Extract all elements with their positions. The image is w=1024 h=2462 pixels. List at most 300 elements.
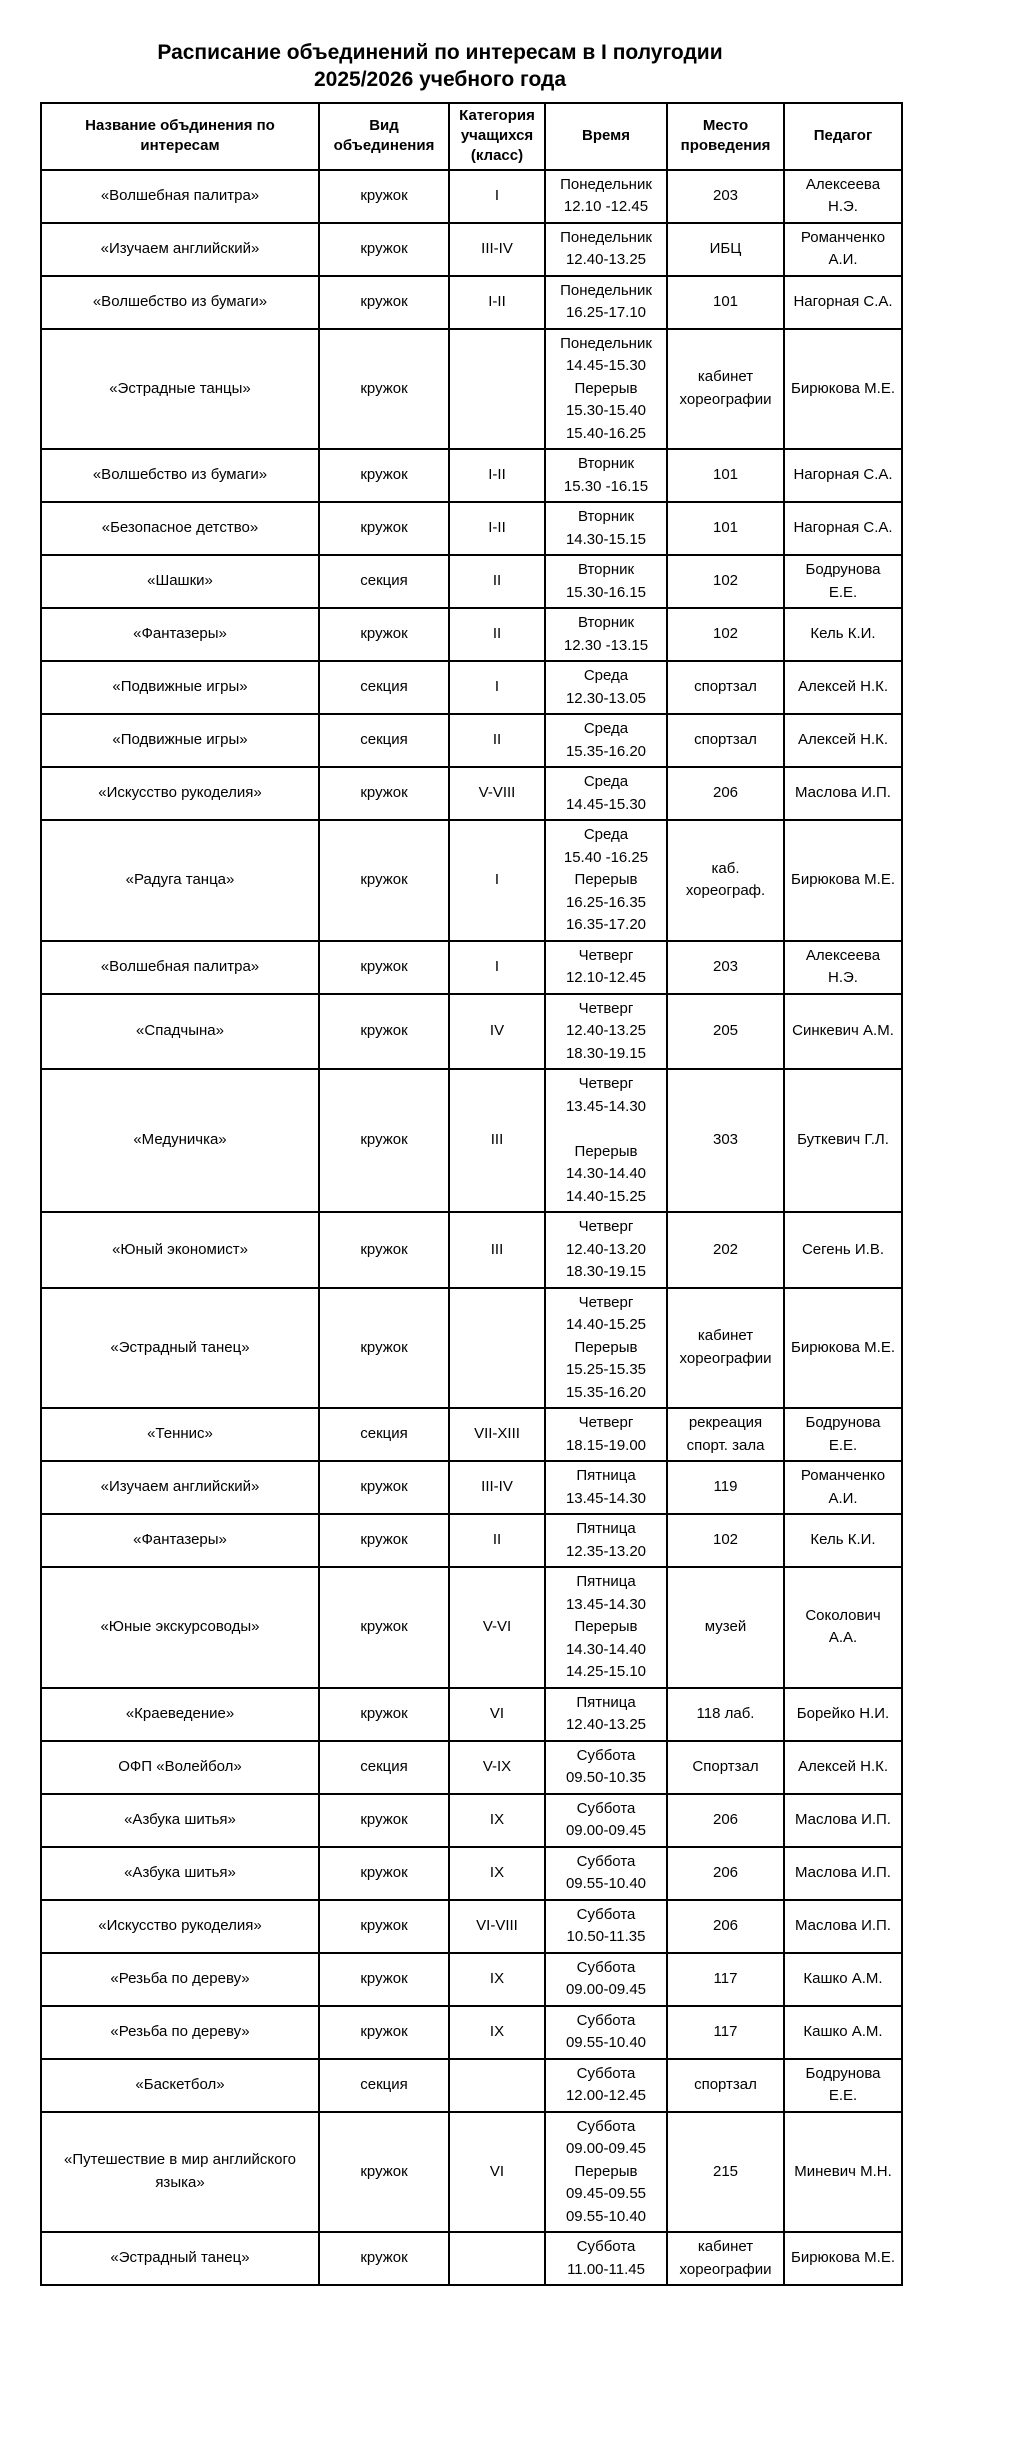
cell-teacher: Алексей Н.К. (784, 1741, 902, 1794)
time-line: 14.40-15.25 (565, 1316, 647, 1333)
time-line: Суббота (576, 1746, 636, 1764)
cell-category: I-II (449, 502, 545, 555)
time-line: 09.00-09.45 (565, 1981, 647, 1998)
cell-time (545, 767, 667, 820)
time-line: 12.10-12.45 (565, 969, 647, 986)
table-row (41, 1794, 902, 1847)
table-row (41, 994, 902, 1070)
cell-place: 102 (667, 1514, 784, 1567)
cell-club-name: «Юные экскурсоводы» (41, 1567, 319, 1688)
cell-time (545, 2059, 667, 2112)
cell-teacher: Алексеева Н.Э. (784, 170, 902, 223)
cell-time (545, 608, 667, 661)
cell-club-type: кружок (319, 1212, 449, 1288)
cell-place: 101 (667, 449, 784, 502)
time-line: Пятница (576, 1520, 636, 1537)
cell-place: 206 (667, 1847, 784, 1900)
cell-category: IX (449, 1953, 545, 2006)
table-row (41, 1900, 902, 1953)
col-header-time: Время (545, 103, 667, 170)
time-line: 16.25-16.35 (565, 893, 647, 911)
time-line: 13.45-14.30 (565, 1097, 647, 1115)
cell-club-name: «Краеведение» (41, 1688, 319, 1741)
cell-club-name: «Волшебство из бумаги» (41, 449, 319, 502)
time-line: Перерыв (574, 1338, 638, 1356)
cell-category: V-VI (449, 1567, 545, 1688)
time-line: Пятница (576, 1467, 636, 1484)
time-line: 14.40-15.25 (565, 1187, 647, 1205)
cell-time (545, 1794, 667, 1847)
cell-teacher: Нагорная С.А. (784, 449, 902, 502)
cell-club-type: кружок (319, 1567, 449, 1688)
time-line: 12.10 -12.45 (563, 198, 649, 215)
time-line: Среда (583, 720, 629, 737)
table-row (41, 767, 902, 820)
cell-club-name: «Медуничка» (41, 1069, 319, 1212)
cell-category: VII-XIII (449, 1408, 545, 1461)
cell-teacher: Алексей Н.К. (784, 661, 902, 714)
table-row (41, 1461, 902, 1514)
time-line: Суббота (576, 1799, 636, 1817)
time-line: 15.30-15.40 (565, 402, 647, 419)
cell-club-name: «Путешествие в мир английского языка» (41, 2112, 319, 2233)
cell-category: III (449, 1212, 545, 1288)
cell-place: ИБЦ (667, 223, 784, 276)
cell-club-name: «Эстрадный танец» (41, 2232, 319, 2285)
cell-club-type: кружок (319, 1794, 449, 1847)
table-row (41, 2006, 902, 2059)
time-line: 14.30-14.40 (565, 1640, 647, 1658)
cell-club-name: «Искусство рукоделия» (41, 767, 319, 820)
time-line: 09.00-09.45 (565, 1822, 647, 1839)
cell-teacher: Бирюкова М.Е. (784, 1288, 902, 1409)
cell-place: 101 (667, 502, 784, 555)
time-line: 15.35-16.20 (565, 742, 647, 760)
cell-club-type: кружок (319, 170, 449, 223)
cell-time (545, 276, 667, 329)
cell-club-name: «Радуга танца» (41, 820, 319, 941)
cell-club-name: «Эстрадный танец» (41, 1288, 319, 1409)
cell-teacher: Бодрунова Е.Е. (784, 2059, 902, 2112)
cell-time (545, 1688, 667, 1741)
cell-teacher: Кель К.И. (784, 1514, 902, 1567)
time-line: Вторник (577, 561, 635, 578)
time-line: 15.25-15.35 (565, 1361, 647, 1378)
cell-club-type: кружок (319, 767, 449, 820)
cell-category: III-IV (449, 1461, 545, 1514)
cell-category: V-VIII (449, 767, 545, 820)
cell-time (545, 714, 667, 767)
cell-place: 206 (667, 1794, 784, 1847)
time-line: Суббота (576, 1852, 636, 1870)
page-title-line1: Расписание объединений по интересам в I полугодии (157, 41, 723, 64)
time-line: Перерыв (574, 1618, 638, 1635)
cell-place: 117 (667, 2006, 784, 2059)
cell-club-name: «Волшебная палитра» (41, 941, 319, 994)
cell-place: спортзал (667, 714, 784, 767)
time-line: Среда (583, 826, 629, 843)
cell-club-type: кружок (319, 2006, 449, 2059)
time-line: 12.35-13.20 (565, 1542, 647, 1560)
cell-place: 206 (667, 1900, 784, 1953)
time-line: Суббота (576, 2117, 636, 2135)
cell-club-name: «Азбука шитья» (41, 1794, 319, 1847)
cell-teacher: Романченко А.И. (784, 223, 902, 276)
cell-time (545, 941, 667, 994)
cell-club-type: кружок (319, 608, 449, 661)
cell-time (545, 1741, 667, 1794)
cell-club-name: «Резьба по дереву» (41, 2006, 319, 2059)
table-row (41, 2059, 902, 2112)
time-line: Понедельник (560, 334, 652, 352)
cell-place: спортзал (667, 661, 784, 714)
cell-club-name: «Искусство рукоделия» (41, 1900, 319, 1953)
cell-place: кабинет хореографии (667, 329, 784, 450)
cell-category (449, 1288, 545, 1409)
col-header-category: Категория учащихся (класс) (449, 103, 545, 170)
cell-teacher: Маслова И.П. (784, 1794, 902, 1847)
time-line (551, 1118, 661, 1141)
time-line: 12.40-13.25 (565, 1716, 647, 1733)
page-title (40, 0, 840, 94)
time-line: 18.30-19.15 (565, 1263, 647, 1280)
cell-category: I-II (449, 449, 545, 502)
cell-time (545, 994, 667, 1070)
time-line: 15.40 -16.25 (563, 848, 649, 866)
time-line: Перерыв (574, 1142, 638, 1160)
time-line: Суббота (576, 1958, 636, 1976)
cell-club-name: ОФП «Волейбол» (41, 1741, 319, 1794)
cell-category: I (449, 941, 545, 994)
cell-teacher: Нагорная С.А. (784, 502, 902, 555)
cell-place: 118 лаб. (667, 1688, 784, 1741)
time-line: 12.40-13.20 (565, 1240, 647, 1258)
time-line: Вторник (577, 614, 635, 631)
cell-category: I (449, 661, 545, 714)
cell-place: кабинет хореографии (667, 2232, 784, 2285)
cell-teacher: Маслова И.П. (784, 1900, 902, 1953)
col-header-name: Название объдинения по интересам (41, 103, 319, 170)
table-row (41, 1567, 902, 1688)
cell-teacher: Борейко Н.И. (784, 1688, 902, 1741)
cell-category: I (449, 170, 545, 223)
cell-category: VI-VIII (449, 1900, 545, 1953)
time-line: Четверг (578, 1218, 634, 1235)
cell-time (545, 555, 667, 608)
cell-club-type: кружок (319, 994, 449, 1070)
cell-club-type: кружок (319, 449, 449, 502)
time-line: 09.00-09.45 (565, 2140, 647, 2157)
cell-place: кабинет хореографии (667, 1288, 784, 1409)
cell-club-name: «Фантазеры» (41, 1514, 319, 1567)
table-row (41, 449, 902, 502)
cell-club-type: секция (319, 555, 449, 608)
cell-club-type: кружок (319, 223, 449, 276)
time-line: 09.55-10.40 (565, 2034, 647, 2051)
time-line: 14.45-15.30 (565, 795, 647, 813)
cell-place: 102 (667, 608, 784, 661)
cell-time (545, 2112, 667, 2233)
time-line: Понедельник (560, 175, 652, 193)
cell-club-type: кружок (319, 2232, 449, 2285)
cell-teacher: Алексей Н.К. (784, 714, 902, 767)
cell-time (545, 1212, 667, 1288)
cell-time (545, 329, 667, 450)
cell-time (545, 1953, 667, 2006)
cell-time (545, 1514, 667, 1567)
cell-club-name: «Шашки» (41, 555, 319, 608)
time-line: Перерыв (574, 2162, 638, 2180)
cell-category (449, 2232, 545, 2285)
time-line: 14.45-15.30 (565, 357, 647, 374)
cell-category: IX (449, 1794, 545, 1847)
cell-time (545, 2232, 667, 2285)
cell-category: IX (449, 1847, 545, 1900)
cell-place: 215 (667, 2112, 784, 2233)
cell-time (545, 449, 667, 502)
table-row (41, 1847, 902, 1900)
time-line: Суббота (576, 2064, 636, 2082)
time-line: Четверг (578, 1075, 634, 1092)
cell-category: V-IX (449, 1741, 545, 1794)
table-row (41, 941, 902, 994)
table-row (41, 276, 902, 329)
time-line: 09.45-09.55 (565, 2185, 647, 2202)
time-line: 15.40-16.25 (565, 424, 647, 442)
time-line: Понедельник (560, 228, 652, 246)
table-row (41, 1212, 902, 1288)
cell-place: 102 (667, 555, 784, 608)
cell-club-name: «Волшебство из бумаги» (41, 276, 319, 329)
cell-category (449, 2059, 545, 2112)
table-row (41, 1288, 902, 1409)
cell-club-name: «Спадчына» (41, 994, 319, 1070)
time-line: Вторник (577, 508, 635, 525)
header-row (41, 103, 902, 170)
time-line: 13.45-14.30 (565, 1489, 647, 1507)
time-line: Четверг (578, 999, 634, 1017)
schedule-table (40, 102, 903, 2286)
time-line: 15.30 -16.15 (563, 477, 649, 495)
time-line: 15.30-16.15 (565, 583, 647, 601)
cell-place: 119 (667, 1461, 784, 1514)
cell-time (545, 170, 667, 223)
time-line: Среда (583, 667, 629, 684)
cell-place: каб. хореограф. (667, 820, 784, 941)
time-line: 09.50-10.35 (565, 1769, 647, 1786)
cell-club-type: кружок (319, 2112, 449, 2233)
cell-category: II (449, 714, 545, 767)
cell-club-type: кружок (319, 329, 449, 450)
cell-club-name: «Подвижные игры» (41, 714, 319, 767)
cell-teacher: Кашко А.М. (784, 2006, 902, 2059)
cell-club-type: кружок (319, 1847, 449, 1900)
col-header-teacher: Педагог (784, 103, 902, 170)
cell-club-type: кружок (319, 941, 449, 994)
cell-place: 206 (667, 767, 784, 820)
cell-category: II (449, 555, 545, 608)
cell-club-type: кружок (319, 1461, 449, 1514)
col-header-place: Место проведения (667, 103, 784, 170)
cell-club-name: «Подвижные игры» (41, 661, 319, 714)
page-title-line2: 2025/2026 учебного года (313, 67, 567, 91)
cell-club-name: «Фантазеры» (41, 608, 319, 661)
cell-teacher: Кель К.И. (784, 608, 902, 661)
cell-time (545, 661, 667, 714)
cell-teacher: Соколович А.А. (784, 1567, 902, 1688)
time-line: Суббота (576, 2238, 636, 2255)
time-line: 14.25-15.10 (565, 1663, 647, 1680)
table-row (41, 223, 902, 276)
cell-time (545, 1069, 667, 1212)
col-header-type: Вид объединения (319, 103, 449, 170)
time-line: 09.55-10.40 (565, 1875, 647, 1892)
cell-time (545, 1288, 667, 1409)
cell-teacher: Алексеева Н.Э. (784, 941, 902, 994)
time-line: Четверг (578, 1414, 634, 1431)
time-line: Вторник (577, 455, 635, 472)
table-row (41, 502, 902, 555)
table-row (41, 661, 902, 714)
cell-category: VI (449, 2112, 545, 2233)
cell-teacher: Маслова И.П. (784, 767, 902, 820)
time-line: Четверг (578, 946, 634, 964)
table-row (41, 1953, 902, 2006)
cell-club-name: «Эстрадные танцы» (41, 329, 319, 450)
cell-category (449, 329, 545, 450)
table-row (41, 1514, 902, 1567)
cell-teacher: Кашко А.М. (784, 1953, 902, 2006)
cell-time (545, 502, 667, 555)
time-line: Перерыв (574, 871, 638, 888)
cell-place: Спортзал (667, 1741, 784, 1794)
cell-place: 205 (667, 994, 784, 1070)
cell-teacher: Буткевич Г.Л. (784, 1069, 902, 1212)
cell-club-name: «Безопасное детство» (41, 502, 319, 555)
time-line: 12.40-13.25 (565, 251, 647, 268)
time-line: 12.40-13.25 (565, 1022, 647, 1039)
cell-club-name: «Резьба по дереву» (41, 1953, 319, 2006)
time-line: 14.30-15.15 (565, 530, 647, 548)
table-row (41, 2232, 902, 2285)
table-row (41, 329, 902, 450)
cell-time (545, 2006, 667, 2059)
time-line: Суббота (576, 1905, 636, 1923)
cell-club-name: «Азбука шитья» (41, 1847, 319, 1900)
cell-teacher: Миневич М.Н. (784, 2112, 902, 2233)
cell-teacher: Маслова И.П. (784, 1847, 902, 1900)
time-line: 12.30 -13.15 (563, 636, 649, 654)
cell-time (545, 1461, 667, 1514)
cell-teacher: Романченко А.И. (784, 1461, 902, 1514)
cell-club-type: кружок (319, 1514, 449, 1567)
table-row (41, 2112, 902, 2233)
cell-place: 203 (667, 170, 784, 223)
cell-category: II (449, 1514, 545, 1567)
cell-category: I (449, 820, 545, 941)
cell-club-type: кружок (319, 1688, 449, 1741)
time-line: 12.00-12.45 (565, 2087, 647, 2104)
cell-club-name: «Баскетбол» (41, 2059, 319, 2112)
cell-club-type: секция (319, 661, 449, 714)
cell-place: 101 (667, 276, 784, 329)
cell-teacher: Синкевич А.М. (784, 994, 902, 1070)
cell-teacher: Сегень И.В. (784, 1212, 902, 1288)
cell-club-type: кружок (319, 1069, 449, 1212)
cell-time (545, 1847, 667, 1900)
time-line: 15.35-16.20 (565, 1383, 647, 1401)
cell-club-type: кружок (319, 502, 449, 555)
cell-category: VI (449, 1688, 545, 1741)
cell-place: спортзал (667, 2059, 784, 2112)
table-row (41, 714, 902, 767)
cell-place: 202 (667, 1212, 784, 1288)
cell-place: 303 (667, 1069, 784, 1212)
cell-category: III (449, 1069, 545, 1212)
cell-club-type: кружок (319, 1953, 449, 2006)
cell-club-type: кружок (319, 1288, 449, 1409)
time-line: 18.30-19.15 (565, 1044, 647, 1062)
cell-time (545, 1408, 667, 1461)
cell-club-name: «Теннис» (41, 1408, 319, 1461)
table-row (41, 170, 902, 223)
cell-place: рекреация спорт. зала (667, 1408, 784, 1461)
table-row (41, 608, 902, 661)
cell-club-name: «Юный экономист» (41, 1212, 319, 1288)
cell-time (545, 223, 667, 276)
cell-club-type: секция (319, 714, 449, 767)
cell-club-type: секция (319, 1408, 449, 1461)
cell-teacher: Бодрунова Е.Е. (784, 555, 902, 608)
cell-club-type: кружок (319, 820, 449, 941)
cell-teacher: Бирюкова М.Е. (784, 820, 902, 941)
cell-place: музей (667, 1567, 784, 1688)
table-row (41, 1408, 902, 1461)
time-line: Пятница (576, 1573, 636, 1590)
table-row (41, 820, 902, 941)
time-line: 09.55-10.40 (565, 2207, 647, 2225)
time-line: Понедельник (560, 281, 652, 299)
cell-club-type: кружок (319, 276, 449, 329)
table-row (41, 555, 902, 608)
time-line: 18.15-19.00 (565, 1436, 647, 1454)
cell-club-type: секция (319, 1741, 449, 1794)
cell-club-type: секция (319, 2059, 449, 2112)
time-line: 14.30-14.40 (565, 1165, 647, 1182)
cell-place: 203 (667, 941, 784, 994)
time-line: 16.25-17.10 (565, 304, 647, 321)
cell-club-name: «Изучаем английский» (41, 223, 319, 276)
time-line: 11.00-11.45 (567, 2260, 645, 2278)
cell-category: I-II (449, 276, 545, 329)
table-row (41, 1688, 902, 1741)
time-line: Пятница (576, 1693, 636, 1711)
cell-club-name: «Изучаем английский» (41, 1461, 319, 1514)
cell-time (545, 1900, 667, 1953)
cell-club-name: «Волшебная палитра» (41, 170, 319, 223)
cell-teacher: Бирюкова М.Е. (784, 329, 902, 450)
time-line: 10.50-11.35 (566, 1928, 646, 1945)
cell-category: III-IV (449, 223, 545, 276)
time-line: 13.45-14.30 (565, 1595, 647, 1613)
time-line: 16.35-17.20 (565, 916, 647, 933)
cell-teacher: Бодрунова Е.Е. (784, 1408, 902, 1461)
time-line: Перерыв (574, 379, 638, 397)
time-line: Суббота (576, 2011, 636, 2029)
cell-place: 117 (667, 1953, 784, 2006)
time-line: 12.30-13.05 (565, 689, 647, 707)
cell-category: II (449, 608, 545, 661)
